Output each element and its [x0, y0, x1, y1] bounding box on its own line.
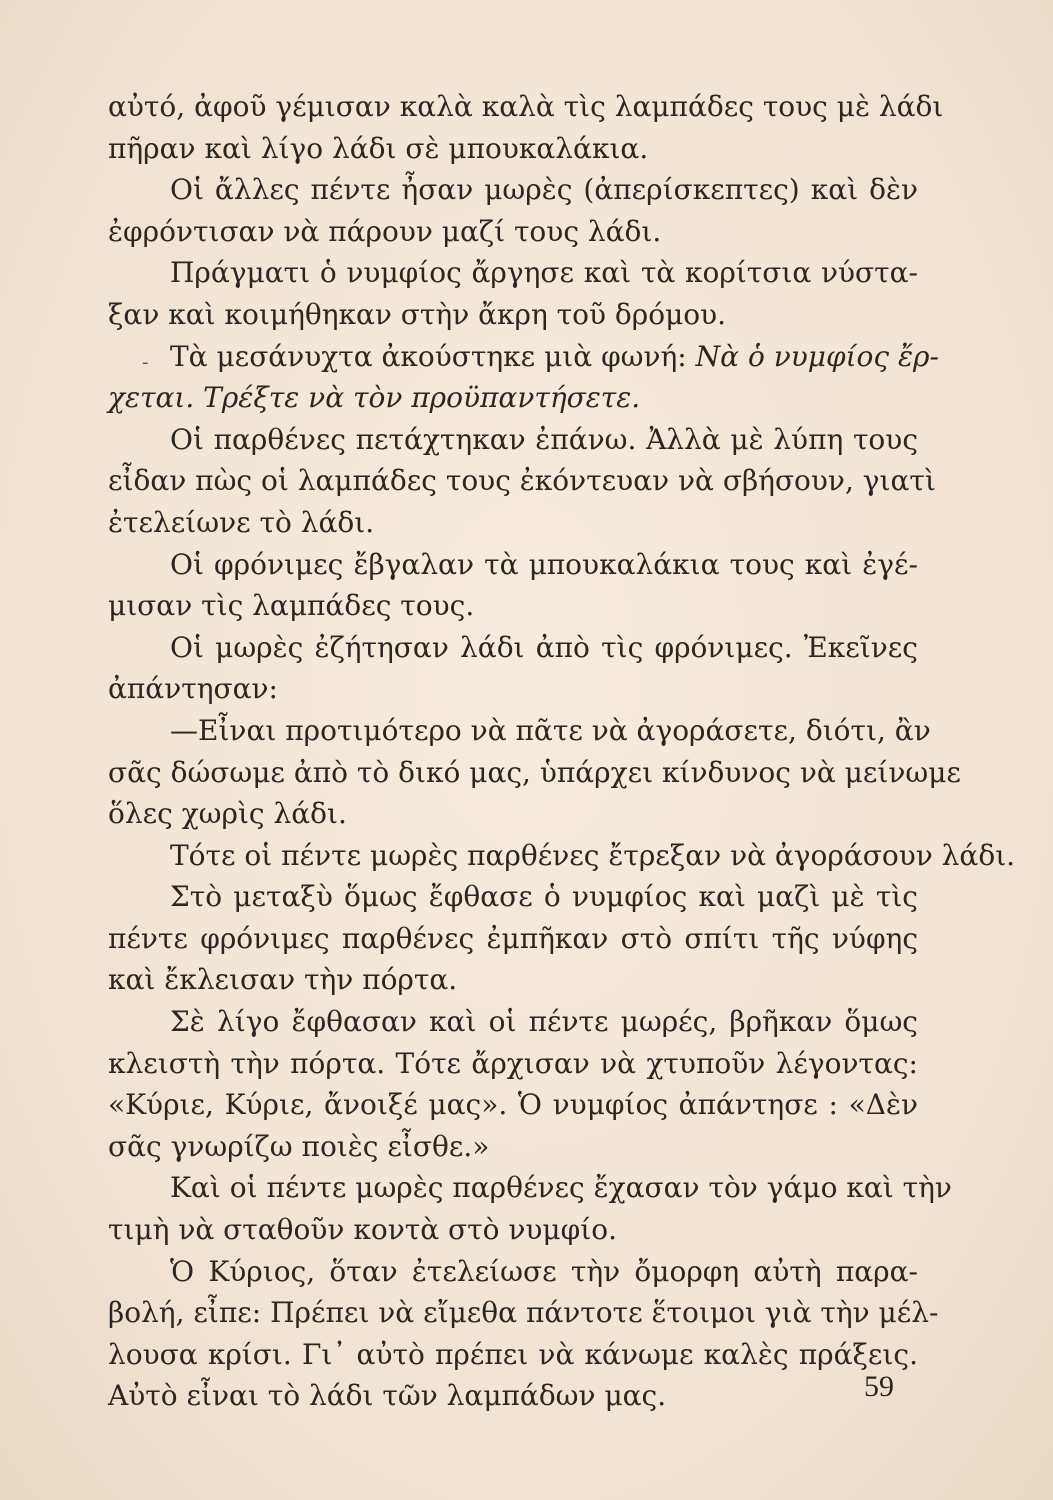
paragraph-start: Οἱ μωρὲς ἐζήτησαν λάδι ἀπὸ τὶς φρόνιμες. Ἐκεῖνες [170, 630, 918, 664]
paragraph-start: Οἱ φρόνιμες ἔβγαλαν τὰ μπουκαλάκια τους καὶ ἐγέ- [170, 547, 918, 581]
paragraph-start: Τότε οἱ πέντε μωρὲς παρθένες ἔτρεξαν νὰ ἀγοράσουν λάδι. [170, 838, 1016, 872]
text-line: ἀπάντησαν: [108, 672, 278, 706]
paragraph-start: Οἱ ἄλλες πέντε ἦσαν μωρὲς (ἀπερίσκεπτες) καὶ δὲν [170, 173, 918, 207]
text-line: αὐτό, ἀφοῦ γέμισαν καλὰ καλὰ τὶς λαμπάδες τους μὲ λάδι [108, 90, 944, 123]
italic-line: χεται. Τρέξτε νὰ τὸν προϋπαντήσετε. [108, 381, 641, 415]
text-line: σᾶς δώσωμε ἀπὸ τὸ δικό μας, ὑπάρχει κίνδυνος νὰ μείνωμε [108, 755, 961, 789]
italic-fragment: Νὰ ὁ νυμφίος ἔρ- [695, 339, 939, 373]
paragraph-start: Ὁ Κύριος, ὅταν ἐτελείωσε τὴν ὄμορφη αὐτὴ παρα- [170, 1254, 918, 1288]
paragraph-start: Πράγματι ὁ νυμφίος ἄργησε καὶ τὰ κορίτσια νύστα- [170, 256, 918, 290]
paragraph-start: Σὲ λίγο ἔφθασαν καὶ οἱ πέντε μωρές, βρῆκαν ὅμως [170, 1005, 918, 1039]
paragraph-start: Στὸ μεταξὺ ὅμως ἔφθασε ὁ νυμφίος καὶ μαζὶ μὲ τὶς [170, 880, 918, 914]
text-line: κλειστὴ τὴν πόρτα. Τότε ἄρχισαν νὰ χτυποῦν λέγοντας: [108, 1046, 918, 1080]
paragraph-start: Καὶ οἱ πέντε μωρὲς παρθένες ἔχασαν τὸν γάμο καὶ τὴν [170, 1171, 952, 1205]
text-line: μισαν τὶς λαμπάδες τους. [108, 589, 475, 623]
paragraph-start [170, 336, 939, 378]
text-line: σᾶς γνωρίζω ποιὲς εἶσθε.» [108, 1129, 490, 1163]
text-line: ἐφρόντισαν νὰ πάρουν μαζί τους λάδι. [108, 214, 662, 248]
paragraph-start: Οἱ παρθένες πετάχτηκαν ἐπάνω. Ἀλλὰ μὲ λύπη τους [170, 422, 918, 456]
text-fragment: Τὰ μεσάνυχτα ἀκούστηκε μιὰ φωνή: [170, 339, 687, 373]
body-text [108, 86, 1016, 1417]
text-line: πέντε φρόνιμες παρθένες ἐμπῆκαν στὸ σπίτι τῆς νύφης [108, 921, 918, 955]
text-line: τιμὴ νὰ σταθοῦν κοντὰ στὸ νυμφίο. [108, 1213, 617, 1247]
text-line: «Κύριε, Κύριε, ἄνοιξέ μας». Ὁ νυμφίος ἀπάντησε : «Δὲν [108, 1088, 918, 1122]
text-line: πῆραν καὶ λίγο λάδι σὲ μπουκαλάκια. [108, 131, 649, 165]
text-line: εἶδαν πὼς οἱ λαμπάδες τους ἐκόντευαν νὰ σβήσουν, γιατὶ [108, 464, 936, 498]
margin-mark: - [142, 352, 149, 373]
text-line: ξαν καὶ κοιμήθηκαν στὴν ἄκρη τοῦ δρόμου. [108, 297, 727, 331]
text-line: ἐτελείωνε τὸ λάδι. [108, 505, 375, 539]
page-number: 59 [864, 1370, 894, 1403]
text-line: Αὐτὸ εἶναι τὸ λάδι τῶν λαμπάδων μας. [108, 1379, 667, 1413]
paragraph-start: —Εἶναι προτιμότερο νὰ πᾶτε νὰ ἀγοράσετε, διότι, ἂν [170, 713, 931, 747]
text-line: λουσα κρίσι. Γι᾽ αὐτὸ πρέπει νὰ κάνωμε καλὲς πράξεις. [108, 1337, 918, 1371]
text-line: καὶ ἔκλεισαν τὴν πόρτα. [108, 963, 458, 997]
text-line: βολή, εἶπε: Πρέπει νὰ εἴμεθα πάντοτε ἕτοιμοι γιὰ τὴν μέλ- [108, 1296, 939, 1330]
text-line: ὅλες χωρὶς λάδι. [108, 797, 347, 831]
